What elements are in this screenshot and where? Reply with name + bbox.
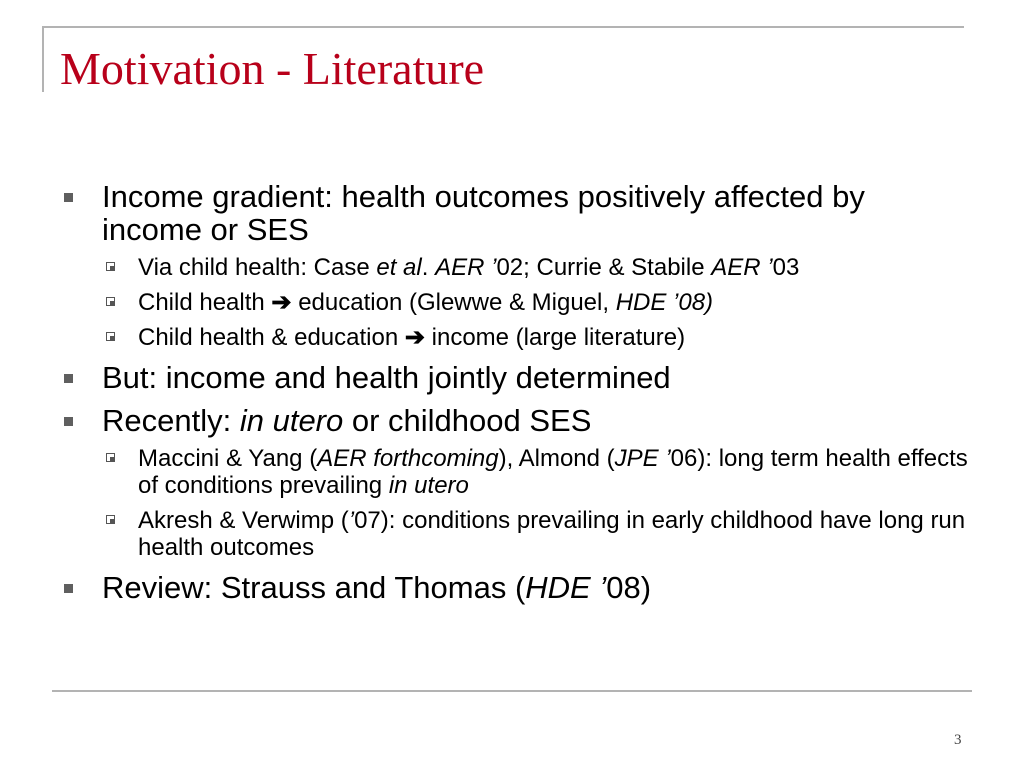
box-bullet-icon	[106, 515, 115, 524]
square-bullet-icon	[64, 193, 73, 202]
bullet-item	[60, 361, 970, 394]
bullet-text: AER forthcoming	[317, 445, 499, 472]
bullet-text: 03	[772, 254, 800, 281]
box-bullet-icon	[106, 453, 115, 462]
bullet-text: in utero	[239, 403, 344, 438]
bullet-text: Maccini & Yang (	[138, 445, 318, 472]
bullet-text: HDE ’	[525, 570, 607, 605]
bullet-text: education (Glewwe & Miguel,	[291, 289, 616, 316]
bullet-text: et al	[376, 254, 422, 281]
bullet-text: HDE ’08)	[615, 289, 714, 316]
bullet-text: Recently:	[102, 403, 240, 438]
bullet-text: But: income and health jointly determined	[102, 360, 671, 395]
bullet-text: Review: Strauss and Thomas (	[102, 570, 526, 605]
frame-top-rule	[42, 26, 964, 28]
right-arrow-icon: ➔	[271, 289, 292, 316]
bullet-text: 07): conditions prevailing in early childhood have long run health outcomes	[138, 507, 966, 561]
bullet-text: 02; Currie & Stabile	[496, 254, 712, 281]
bullet-item	[60, 180, 970, 246]
bullet-text: Child health	[138, 289, 272, 316]
bullet-text: or childhood SES	[343, 403, 592, 438]
bullet-item	[60, 571, 970, 604]
sub-bullet-item	[60, 445, 970, 499]
page-number: 3	[954, 732, 962, 748]
bullet-text: AER ’	[435, 254, 497, 281]
bullet-text: Akresh & Verwimp (	[138, 507, 349, 534]
box-bullet-icon	[106, 297, 115, 306]
frame-left-rule	[42, 26, 44, 92]
slide-title: Motivation - Literature	[60, 43, 485, 94]
square-bullet-icon	[64, 584, 73, 593]
bullet-text: Via child health: Case	[138, 254, 377, 281]
bullet-text: .	[421, 254, 436, 281]
bullet-text: JPE ’	[614, 445, 671, 472]
bullet-item	[60, 404, 970, 437]
sub-bullet-item	[60, 324, 970, 351]
square-bullet-icon	[64, 417, 73, 426]
bullet-text: 08)	[606, 570, 652, 605]
bullet-text: income (large literature)	[424, 324, 686, 351]
bullet-list	[60, 180, 970, 614]
bullet-text: Income gradient: health outcomes positively affected by income or SES	[102, 179, 865, 247]
bullet-text: ), Almond (	[498, 445, 615, 472]
footer-rule	[52, 690, 972, 692]
square-bullet-icon	[64, 374, 73, 383]
bullet-text: ’	[348, 507, 355, 534]
sub-bullet-item	[60, 254, 970, 281]
box-bullet-icon	[106, 262, 115, 271]
bullet-text: AER ’	[711, 254, 773, 281]
bullet-text: 06): long term health effects of conditions prevailing	[138, 445, 968, 499]
sub-bullet-item	[60, 507, 970, 561]
bullet-text: Child health & education	[138, 324, 405, 351]
box-bullet-icon	[106, 332, 115, 341]
right-arrow-icon: ➔	[404, 324, 425, 351]
bullet-text: in utero	[388, 472, 469, 499]
sub-bullet-item	[60, 289, 970, 316]
